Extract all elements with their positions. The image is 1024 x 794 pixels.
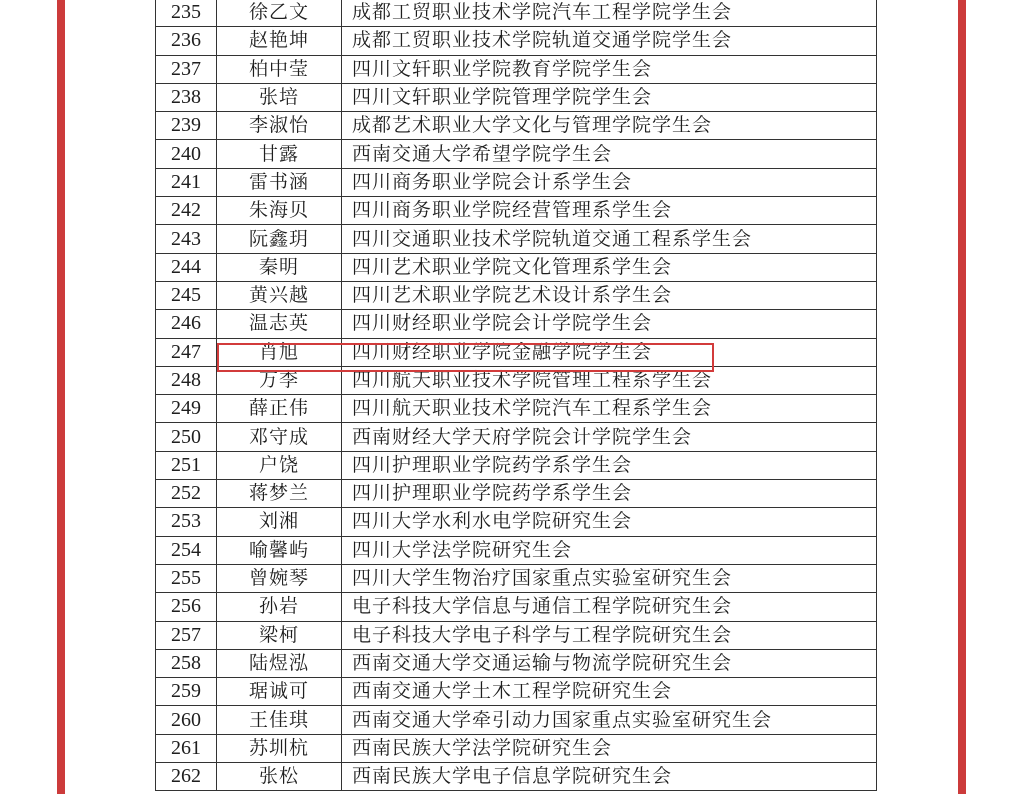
row-name: 肖旭 xyxy=(217,338,342,366)
row-number: 240 xyxy=(156,140,217,168)
table-row xyxy=(156,27,877,55)
row-name: 陆煜泓 xyxy=(217,649,342,677)
row-number: 246 xyxy=(156,310,217,338)
right-red-border xyxy=(958,0,966,794)
row-organization: 成都工贸职业技术学院轨道交通学院学生会 xyxy=(342,27,877,55)
row-organization: 四川航天职业技术学院管理工程系学生会 xyxy=(342,366,877,394)
roster-table-body xyxy=(156,0,877,791)
row-name: 张培 xyxy=(217,83,342,111)
row-name: 赵艳坤 xyxy=(217,27,342,55)
row-name: 徐乙文 xyxy=(217,0,342,27)
table-row xyxy=(156,83,877,111)
table-row xyxy=(156,564,877,592)
table-row xyxy=(156,0,877,27)
table-row xyxy=(156,678,877,706)
row-organization: 四川文轩职业学院管理学院学生会 xyxy=(342,83,877,111)
row-name: 喻馨屿 xyxy=(217,536,342,564)
row-organization: 四川财经职业学院会计学院学生会 xyxy=(342,310,877,338)
row-number: 254 xyxy=(156,536,217,564)
row-name: 梁柯 xyxy=(217,621,342,649)
table-row xyxy=(156,140,877,168)
table-row xyxy=(156,55,877,83)
row-number: 245 xyxy=(156,281,217,309)
row-number: 250 xyxy=(156,423,217,451)
row-number: 248 xyxy=(156,366,217,394)
row-number: 235 xyxy=(156,0,217,27)
table-row xyxy=(156,706,877,734)
row-name: 李淑怡 xyxy=(217,112,342,140)
table-row xyxy=(156,423,877,451)
row-organization: 四川商务职业学院经营管理系学生会 xyxy=(342,197,877,225)
row-number: 258 xyxy=(156,649,217,677)
row-number: 244 xyxy=(156,253,217,281)
row-name: 户饶 xyxy=(217,451,342,479)
row-number: 247 xyxy=(156,338,217,366)
row-name: 黄兴越 xyxy=(217,281,342,309)
row-number: 256 xyxy=(156,593,217,621)
row-organization: 四川护理职业学院药学系学生会 xyxy=(342,480,877,508)
table-row xyxy=(156,621,877,649)
row-name: 朱海贝 xyxy=(217,197,342,225)
row-organization: 西南财经大学天府学院会计学院学生会 xyxy=(342,423,877,451)
row-name: 曾婉琴 xyxy=(217,564,342,592)
table-row xyxy=(156,734,877,762)
row-number: 243 xyxy=(156,225,217,253)
row-name: 万李 xyxy=(217,366,342,394)
row-number: 236 xyxy=(156,27,217,55)
row-organization: 四川文轩职业学院教育学院学生会 xyxy=(342,55,877,83)
row-number: 252 xyxy=(156,480,217,508)
table-row xyxy=(156,763,877,791)
row-organization: 四川大学水利水电学院研究生会 xyxy=(342,508,877,536)
row-organization: 西南交通大学牵引动力国家重点实验室研究生会 xyxy=(342,706,877,734)
row-organization: 西南交通大学希望学院学生会 xyxy=(342,140,877,168)
row-number: 239 xyxy=(156,112,217,140)
table-row xyxy=(156,112,877,140)
table-row xyxy=(156,395,877,423)
row-name: 柏中莹 xyxy=(217,55,342,83)
row-number: 253 xyxy=(156,508,217,536)
row-name: 琚诚可 xyxy=(217,678,342,706)
table-row xyxy=(156,253,877,281)
row-organization: 成都工贸职业技术学院汽车工程学院学生会 xyxy=(342,0,877,27)
row-organization: 西南交通大学交通运输与物流学院研究生会 xyxy=(342,649,877,677)
row-organization: 四川航天职业技术学院汽车工程系学生会 xyxy=(342,395,877,423)
table-row xyxy=(156,480,877,508)
row-name: 温志英 xyxy=(217,310,342,338)
row-number: 260 xyxy=(156,706,217,734)
table-row xyxy=(156,508,877,536)
row-organization: 四川大学生物治疗国家重点实验室研究生会 xyxy=(342,564,877,592)
row-organization: 四川护理职业学院药学系学生会 xyxy=(342,451,877,479)
row-number: 262 xyxy=(156,763,217,791)
row-name: 孙岩 xyxy=(217,593,342,621)
row-organization: 四川艺术职业学院艺术设计系学生会 xyxy=(342,281,877,309)
table-row xyxy=(156,168,877,196)
row-number: 251 xyxy=(156,451,217,479)
row-organization: 电子科技大学电子科学与工程学院研究生会 xyxy=(342,621,877,649)
row-organization: 西南交通大学土木工程学院研究生会 xyxy=(342,678,877,706)
table-row xyxy=(156,225,877,253)
table-row xyxy=(156,536,877,564)
table-row xyxy=(156,281,877,309)
row-number: 261 xyxy=(156,734,217,762)
row-organization: 四川交通职业技术学院轨道交通工程系学生会 xyxy=(342,225,877,253)
row-name: 王佳琪 xyxy=(217,706,342,734)
row-organization: 西南民族大学电子信息学院研究生会 xyxy=(342,763,877,791)
row-number: 249 xyxy=(156,395,217,423)
row-number: 259 xyxy=(156,678,217,706)
row-name: 蒋梦兰 xyxy=(217,480,342,508)
row-organization: 成都艺术职业大学文化与管理学院学生会 xyxy=(342,112,877,140)
row-organization: 四川大学法学院研究生会 xyxy=(342,536,877,564)
left-red-border xyxy=(57,0,65,794)
row-organization: 四川艺术职业学院文化管理系学生会 xyxy=(342,253,877,281)
table-row xyxy=(156,366,877,394)
row-name: 秦明 xyxy=(217,253,342,281)
table-row xyxy=(156,338,877,366)
table-row xyxy=(156,451,877,479)
row-name: 雷书涵 xyxy=(217,168,342,196)
row-name: 张松 xyxy=(217,763,342,791)
table-row xyxy=(156,593,877,621)
table-row xyxy=(156,310,877,338)
row-number: 237 xyxy=(156,55,217,83)
row-number: 242 xyxy=(156,197,217,225)
table-row xyxy=(156,197,877,225)
row-name: 刘湘 xyxy=(217,508,342,536)
row-organization: 四川财经职业学院金融学院学生会 xyxy=(342,338,877,366)
row-number: 241 xyxy=(156,168,217,196)
roster-table xyxy=(155,0,877,791)
row-organization: 四川商务职业学院会计系学生会 xyxy=(342,168,877,196)
row-name: 邓守成 xyxy=(217,423,342,451)
row-number: 238 xyxy=(156,83,217,111)
row-name: 甘露 xyxy=(217,140,342,168)
row-number: 257 xyxy=(156,621,217,649)
row-organization: 西南民族大学法学院研究生会 xyxy=(342,734,877,762)
row-organization: 电子科技大学信息与通信工程学院研究生会 xyxy=(342,593,877,621)
row-name: 薛正伟 xyxy=(217,395,342,423)
table-row xyxy=(156,649,877,677)
row-name: 阮鑫玥 xyxy=(217,225,342,253)
row-name: 苏圳杭 xyxy=(217,734,342,762)
row-number: 255 xyxy=(156,564,217,592)
